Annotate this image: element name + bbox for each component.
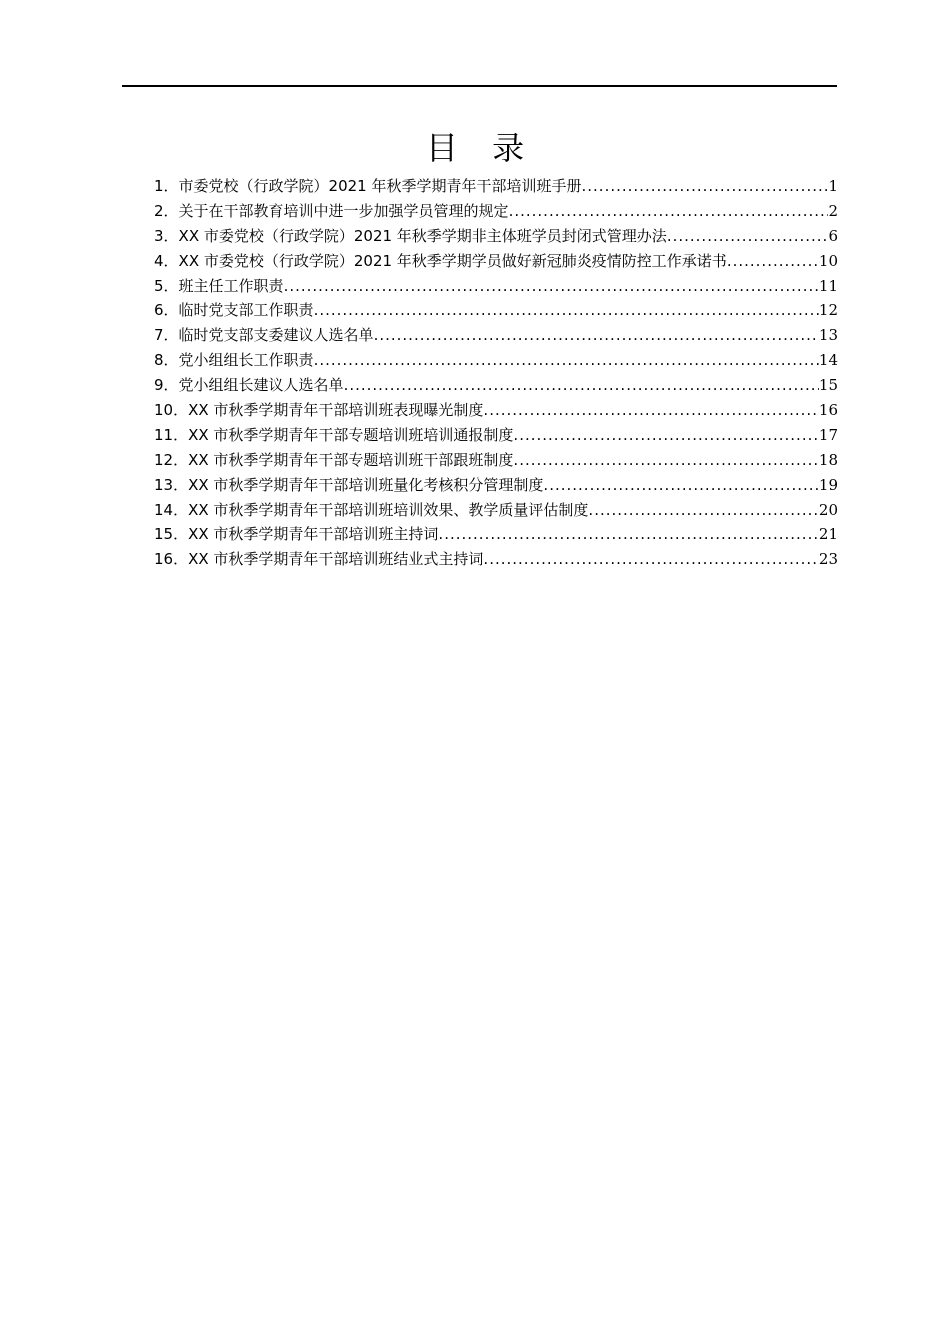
toc-entry-number: 10．	[154, 401, 189, 420]
toc-entry-number: 1．	[154, 177, 179, 195]
toc-entry-title: 关于在干部教育培训中进一步加强学员管理的规定	[178, 201, 509, 220]
toc-entry-title: XX 市秋季学期青年干部培训班表现曝光制度	[188, 401, 484, 420]
toc-entry-title: XX 市秋季学期青年干部培训班量化考核积分管理制度	[188, 475, 544, 494]
toc-entry-title: XX 市秋季学期青年干部培训班培训效果、教学质量评估制度	[188, 500, 589, 519]
toc-dot-leader	[509, 199, 829, 224]
toc-dot-leader	[483, 398, 818, 423]
toc-entry-page: 13	[818, 326, 838, 345]
toc-dot-leader	[314, 348, 819, 373]
toc-entry-number: 4．	[154, 251, 179, 270]
toc-entry-title: XX 市秋季学期青年干部专题培训班干部跟班制度	[188, 450, 514, 469]
toc-entry-title: XX 市秋季学期青年干部培训班主持词	[188, 525, 439, 544]
toc-entry-16[interactable]	[154, 547, 838, 572]
toc-entry-number: 12．	[154, 450, 189, 469]
toc-entry-12[interactable]	[154, 448, 838, 473]
toc-entry-page: 18	[818, 450, 838, 469]
toc-dot-leader	[727, 249, 819, 274]
toc-entry-title: 市委党校（行政学院）2021 年秋季学期青年干部培训班手册	[178, 177, 582, 195]
toc-dot-leader	[543, 473, 818, 498]
toc-dot-leader	[513, 423, 818, 448]
toc-entry-number: 2．	[154, 201, 179, 220]
toc-dot-leader	[588, 498, 818, 523]
toc-entry-number: 13．	[154, 475, 189, 494]
toc-entry-number: 5．	[154, 276, 179, 295]
toc-entry-5[interactable]	[154, 274, 838, 299]
toc-entry-9[interactable]	[154, 373, 838, 398]
toc-entry-number: 15．	[154, 525, 189, 544]
toc-entry-number: 9．	[154, 376, 179, 395]
toc-dot-leader	[513, 448, 818, 473]
toc-entry-page: 12	[818, 301, 838, 320]
toc-entry-page: 2	[828, 201, 838, 220]
toc-entry-title: XX 市委党校（行政学院）2021 年秋季学期学员做好新冠肺炎疫情防控工作承诺书	[178, 251, 727, 270]
toc-entry-3[interactable]	[154, 224, 838, 249]
toc-entry-title: 党小组组长工作职责	[178, 351, 314, 370]
toc-entry-number: 8．	[154, 351, 179, 370]
toc-entry-13[interactable]	[154, 473, 838, 498]
toc-title: 目 录	[425, 129, 537, 167]
toc-entry-page: 23	[818, 550, 838, 569]
toc-entry-page: 11	[818, 276, 838, 295]
toc-dot-leader	[582, 174, 829, 199]
toc-entry-page: 14	[818, 351, 838, 370]
toc-entry-number: 11．	[154, 425, 189, 444]
toc-dot-leader	[284, 274, 819, 299]
toc-entry-page: 19	[818, 475, 838, 494]
toc-entry-page: 10	[818, 251, 838, 270]
toc-entry-page: 20	[818, 500, 838, 519]
toc-entry-number: 3．	[154, 226, 179, 245]
toc-entry-10[interactable]	[154, 398, 838, 423]
toc-entry-14[interactable]	[154, 498, 838, 523]
toc-entry-title: XX 市委党校（行政学院）2021 年秋季学期非主体班学员封闭式管理办法	[178, 226, 667, 245]
toc-entry-number: 14．	[154, 500, 189, 519]
toc-entry-page: 16	[818, 401, 838, 420]
toc-entry-1[interactable]	[154, 174, 838, 199]
toc-entry-title: XX 市秋季学期青年干部培训班结业式主持词	[188, 550, 484, 569]
toc-entry-11[interactable]	[154, 423, 838, 448]
header-rule	[122, 85, 837, 87]
toc-entry-15[interactable]	[154, 522, 838, 547]
table-of-contents	[154, 174, 838, 572]
toc-entry-page: 15	[818, 376, 838, 395]
toc-entry-title: 临时党支部支委建议人选名单	[178, 326, 374, 345]
toc-entry-page: 1	[828, 177, 838, 195]
toc-dot-leader	[667, 224, 829, 249]
toc-entry-page: 6	[828, 226, 838, 245]
toc-entry-2[interactable]	[154, 199, 838, 224]
toc-dot-leader	[483, 547, 818, 572]
toc-entry-6[interactable]	[154, 298, 838, 323]
toc-entry-title: 班主任工作职责	[178, 276, 284, 295]
toc-entry-number: 6．	[154, 301, 179, 320]
toc-entry-number: 16．	[154, 550, 189, 569]
toc-entry-page: 17	[818, 425, 838, 444]
toc-dot-leader	[314, 298, 819, 323]
toc-entry-title: 临时党支部工作职责	[178, 301, 314, 320]
toc-dot-leader	[438, 522, 818, 547]
toc-entry-4[interactable]	[154, 249, 838, 274]
toc-dot-leader	[344, 373, 819, 398]
toc-entry-page: 21	[818, 525, 838, 544]
toc-entry-title: 党小组组长建议人选名单	[178, 376, 344, 395]
toc-dot-leader	[374, 323, 819, 348]
toc-entry-title: XX 市秋季学期青年干部专题培训班培训通报制度	[188, 425, 514, 444]
toc-entry-number: 7．	[154, 326, 179, 345]
toc-entry-8[interactable]	[154, 348, 838, 373]
toc-entry-7[interactable]	[154, 323, 838, 348]
